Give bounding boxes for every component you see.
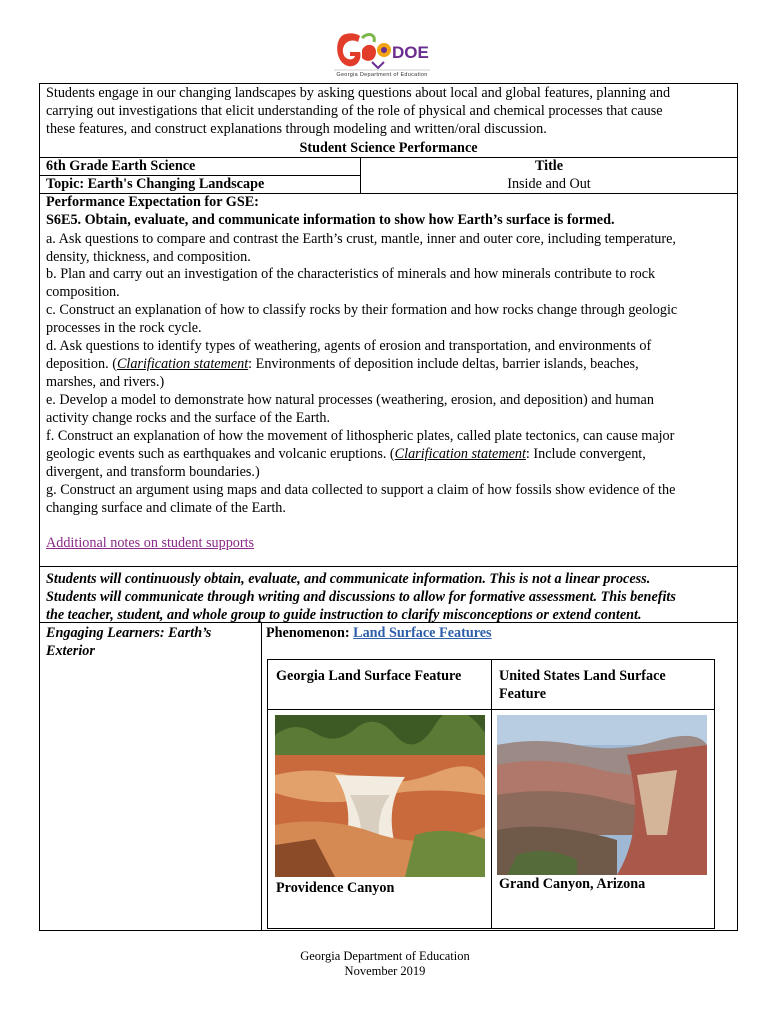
providence-canyon-caption: Providence Canyon xyxy=(276,880,395,896)
engaging-learners-label: Exterior xyxy=(46,643,95,659)
georgia-feature-header: Georgia Land Surface Feature xyxy=(276,668,462,684)
element-d xyxy=(46,355,639,373)
col-border xyxy=(261,622,262,930)
table-bottom-border xyxy=(39,930,738,931)
grand-canyon-photo xyxy=(497,715,707,875)
topic-label: Topic: Earth's Changing Landscape xyxy=(46,176,265,192)
process-note: Students will communicate through writing and discussions to allow for formative assessment. This benefits xyxy=(46,589,676,605)
element-a: density, thickness, and composition. xyxy=(46,249,251,265)
text-span: : Environments of deposition include deltas, barrier islands, beaches, xyxy=(248,356,639,372)
element-d: marshes, and rivers.) xyxy=(46,374,165,390)
element-g: changing surface and climate of the Earth. xyxy=(46,500,286,516)
element-f: divergent, and transform boundaries.) xyxy=(46,464,260,480)
phenomenon-label: Phenomenon: xyxy=(266,625,354,641)
standard-code: S6E5. Obtain, evaluate, and communicate information to show how Earth’s surface is formed. xyxy=(46,212,615,228)
element-e: e. Develop a model to demonstrate how natural processes (weathering, erosion, and deposition) and human xyxy=(46,392,654,408)
grand-canyon-caption: Grand Canyon, Arizona xyxy=(499,876,646,892)
text-span: : Include convergent, xyxy=(525,446,646,462)
pe-heading: Performance Expectation for GSE: xyxy=(46,194,259,210)
clarification-statement: Clarification statement xyxy=(116,356,249,372)
process-note: the teacher, student, and whole group to guide instruction to clarify misconceptions or extend content. xyxy=(46,607,642,623)
student-supports-link[interactable]: Additional notes on student supports xyxy=(46,535,255,551)
svg-text:DOE: DOE xyxy=(392,43,429,62)
inner-table-border xyxy=(491,659,492,929)
engaging-learners-label: Engaging Learners: Earth’s xyxy=(46,625,212,641)
clarification-statement: Clarification statement xyxy=(394,446,526,462)
logo-subtitle: Georgia Department of Education xyxy=(336,72,428,78)
element-b: composition. xyxy=(46,284,120,300)
element-f xyxy=(46,445,646,463)
element-g: g. Construct an argument using maps and data collected to support a claim of how fossils show evidence of the xyxy=(46,482,676,498)
footer-date: November 2019 xyxy=(344,964,426,978)
us-feature-header: Feature xyxy=(499,686,547,702)
grade-label: 6th Grade Earth Science xyxy=(46,158,196,174)
row-border xyxy=(39,566,738,567)
text-span: geologic events such as earthquakes and volcanic eruptions. ( xyxy=(46,446,395,462)
title-label: Title xyxy=(534,158,564,174)
element-b: b. Plan and carry out an investigation of the characteristics of minerals and how minerals contribute to rock xyxy=(46,266,656,282)
intro-line: carrying out investigations that elicit understanding of the role of physical and chemical processes that cause xyxy=(46,103,663,119)
element-a: a. Ask questions to compare and contrast the Earth’s crust, mantle, inner and outer core, including temperature, xyxy=(46,231,676,247)
land-surface-features-link[interactable]: Land Surface Features xyxy=(353,625,492,641)
process-note: Students will continuously obtain, evaluate, and communicate information. This is not a linear process. xyxy=(46,571,651,587)
section-title: Student Science Performance xyxy=(299,140,478,156)
inner-table-border xyxy=(267,659,268,929)
element-f: f. Construct an explanation of how the movement of lithospheric plates, called plate tectonics, can cause major xyxy=(46,428,675,444)
element-c: c. Construct an explanation of how to classify rocks by their formation and how rocks change through geologic xyxy=(46,302,678,318)
element-d: d. Ask questions to identify types of weathering, agents of erosion and transportation, and environments of xyxy=(46,338,652,354)
providence-canyon-photo xyxy=(275,715,485,877)
title-value: Inside and Out xyxy=(507,176,591,192)
inner-table-border xyxy=(714,659,715,929)
text-span: deposition. ( xyxy=(46,356,117,372)
intro-line: these features, and construct explanations through modeling and written/oral discussion. xyxy=(46,121,547,137)
us-feature-header: United States Land Surface xyxy=(499,668,666,684)
element-e: activity change rocks and the surface of the Earth. xyxy=(46,410,331,426)
table-right-border xyxy=(737,83,738,931)
table-left-border xyxy=(39,83,40,931)
element-c: processes in the rock cycle. xyxy=(46,320,202,336)
phenomenon xyxy=(266,624,492,642)
footer-org: Georgia Department of Education xyxy=(300,949,470,963)
intro-line: Students engage in our changing landscapes by asking questions about local and global features, planning and xyxy=(46,85,671,101)
